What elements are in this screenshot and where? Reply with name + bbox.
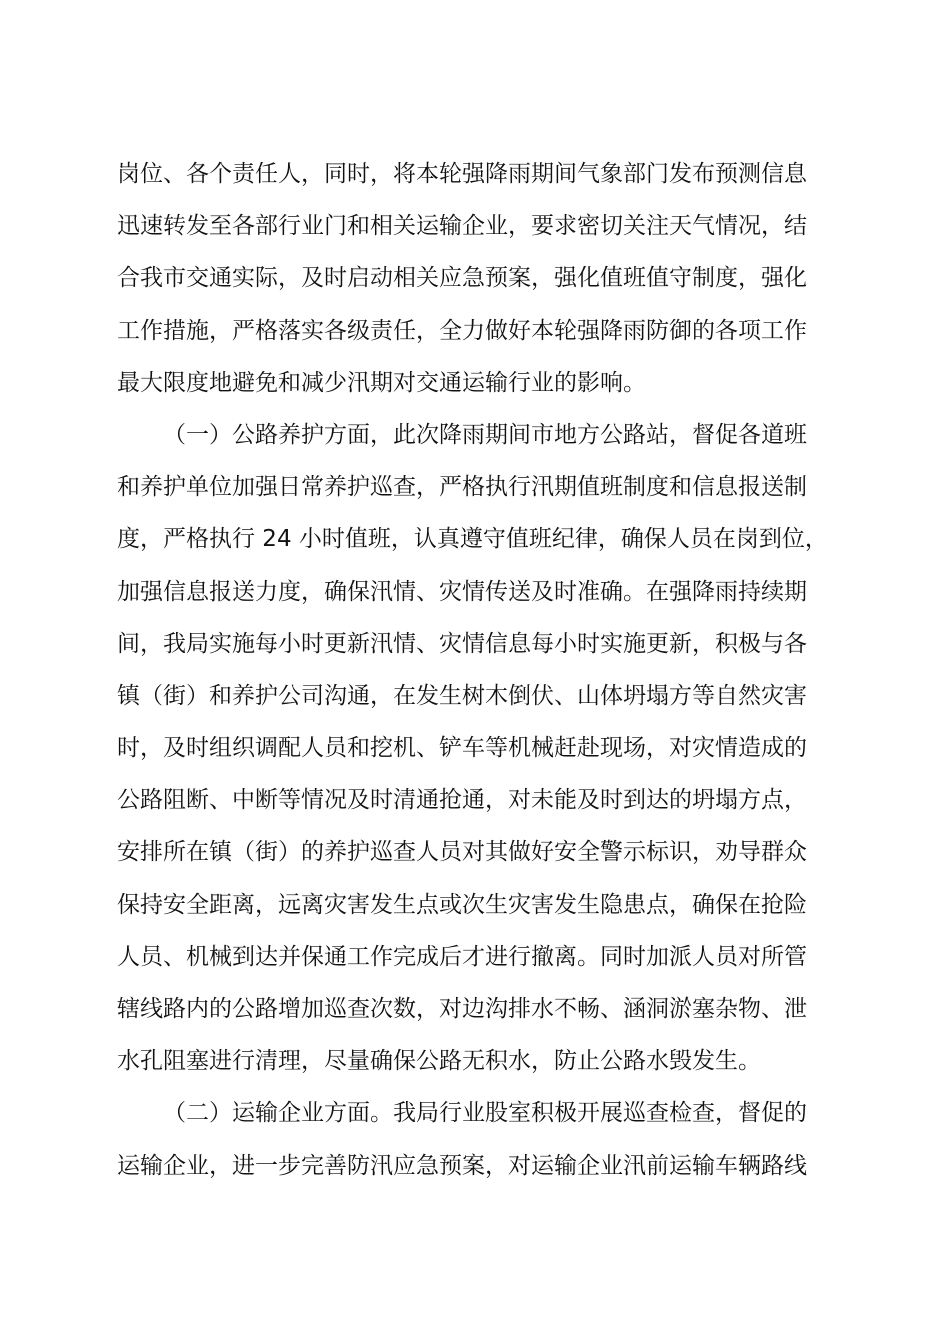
document-body xyxy=(117,148,837,1192)
text-line: 公路阻断、中断等情况及时清通抢通，对未能及时到达的坍塌方点， xyxy=(117,787,807,814)
text-line: 合我市交通实际，及时启动相关应急预案，强化值班值守制度，强化 xyxy=(117,265,807,292)
text-line: 最大限度地避免和减少汛期对交通运输行业的影响。 xyxy=(117,369,646,396)
paragraph-start-line: （一）公路养护方面，此次降雨期间市地方公路站，督促各道班 xyxy=(163,421,807,448)
text-line: 岗位、各个责任人，同时，将本轮强降雨期间气象部门发布预测信息 xyxy=(117,161,807,187)
text-line: 水孔阻塞进行清理，尽量确保公路无积水，防止公路水毁发生。 xyxy=(117,1048,761,1075)
paragraph-start-line: （二）运输企业方面。我局行业股室积极开展巡查检查，督促的 xyxy=(163,1100,807,1127)
text-line: 镇（街）和养护公司沟通，在发生树木倒伏、山体坍塌方等自然灾害 xyxy=(117,682,807,709)
text-line: 辖线路内的公路增加巡查次数，对边沟排水不畅、涵洞淤塞杂物、泄 xyxy=(117,996,807,1022)
text-line: 保持安全距离，远离灾害发生点或次生灾害发生隐患点，确保在抢险 xyxy=(117,891,807,918)
text-line: 和养护单位加强日常养护巡查，严格执行汛期值班制度和信息报送制 xyxy=(117,474,807,501)
text-line: 加强信息报送力度，确保汛情、灾情传送及时准确。在强降雨持续期 xyxy=(117,578,807,605)
text-line: 度，严格执行 24 小时值班，认真遵守值班纪律，确保人员在岗到位， xyxy=(117,526,828,553)
text-line: 工作措施，严格落实各级责任，全力做好本轮强降雨防御的各项工作 xyxy=(117,317,807,344)
text-line: 安排所在镇（街）的养护巡查人员对其做好安全警示标识，劝导群众 xyxy=(117,839,807,866)
text-line: 时，及时组织调配人员和挖机、铲车等机械赶赴现场，对灾情造成的 xyxy=(117,735,807,762)
text-line: 间，我局实施每小时更新汛情、灾情信息每小时实施更新，积极与各 xyxy=(117,630,807,657)
text-line: 人员、机械到达并保通工作完成后才进行撤离。同时加派人员对所管 xyxy=(117,943,807,970)
text-line: 运输企业，进一步完善防汛应急预案，对运输企业汛前运输车辆路线 xyxy=(117,1152,807,1179)
text-line: 迅速转发至各部行业门和相关运输企业，要求密切关注天气情况，结 xyxy=(117,213,807,240)
